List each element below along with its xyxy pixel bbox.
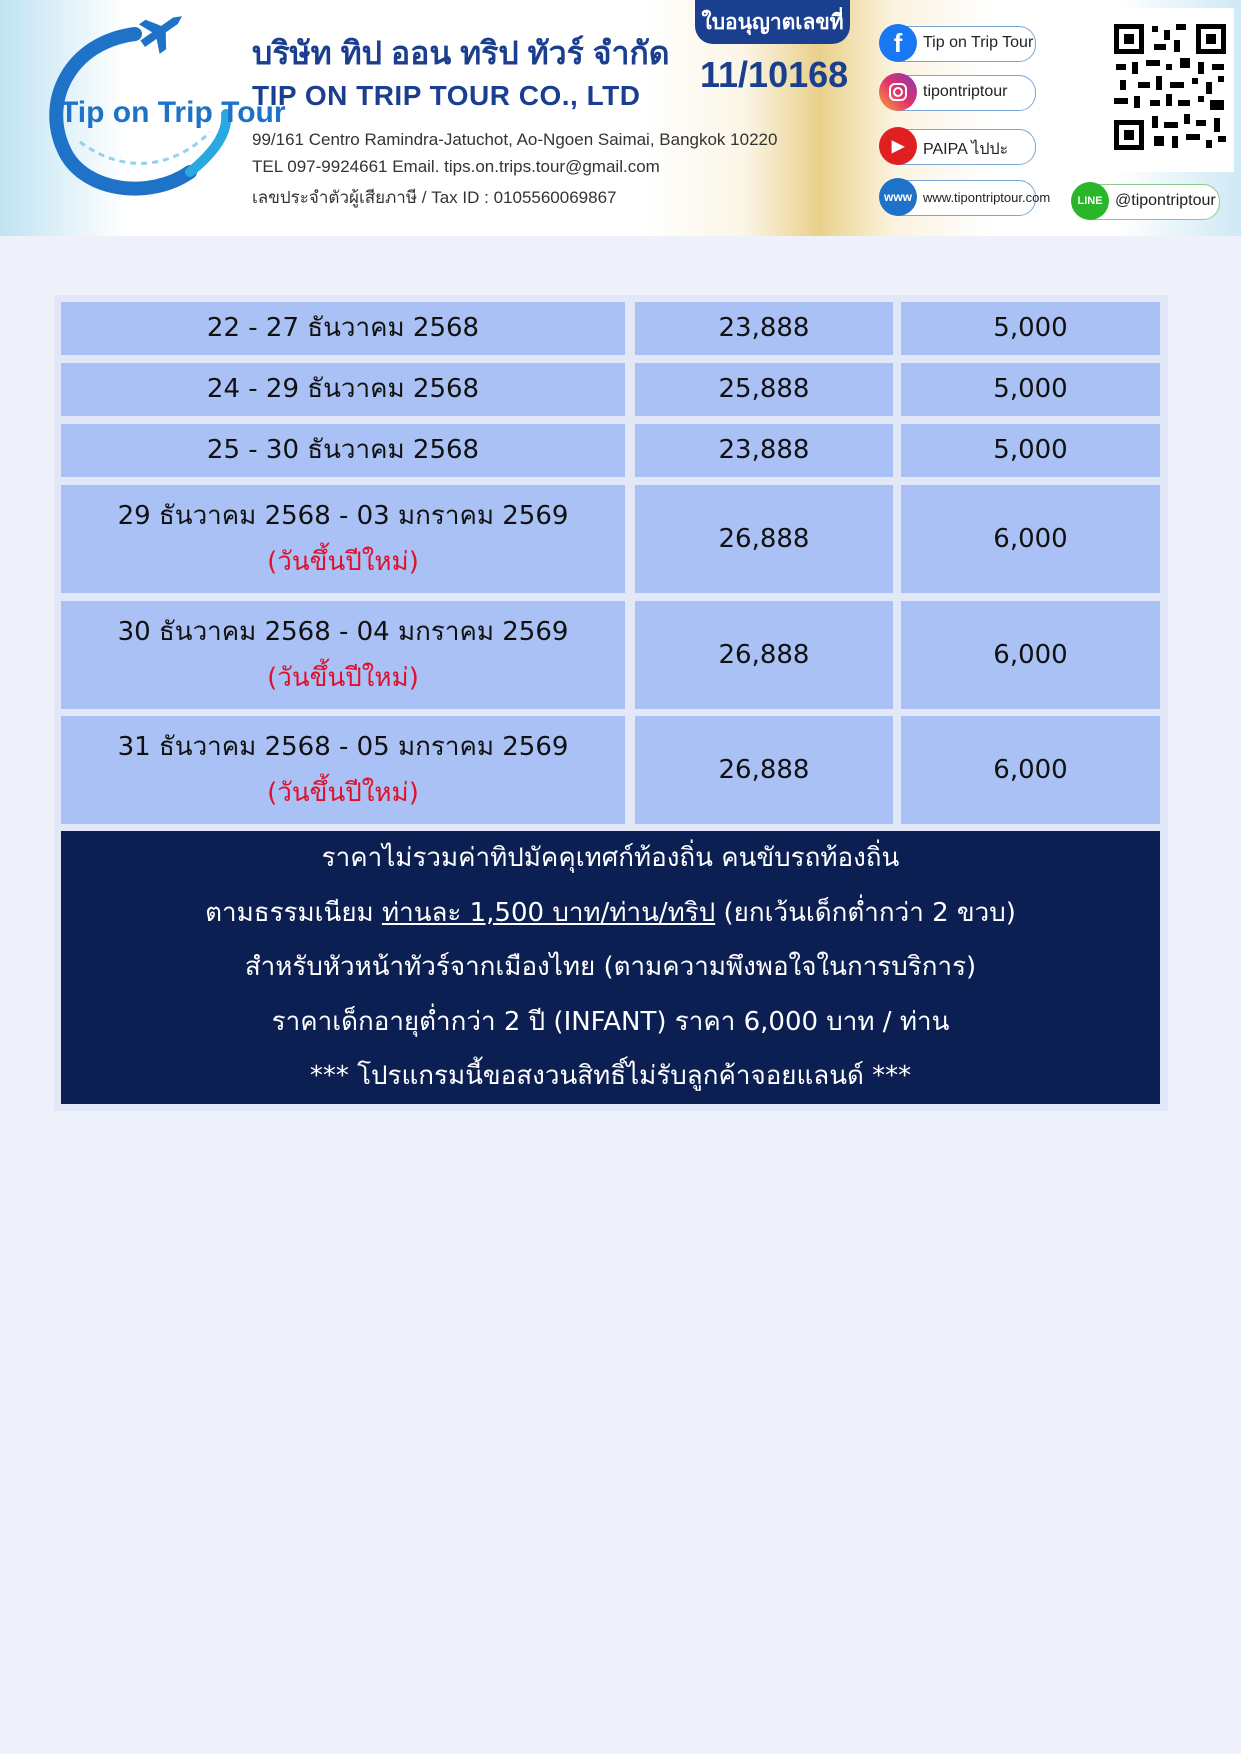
price-cell [635, 363, 893, 416]
date-cell [61, 601, 625, 709]
date-range: 25 - 30 ธันวาคม 2568 [206, 435, 480, 466]
note-line: ตามธรรมเนียม ท่านละ 1,500 บาท/ท่าน/ทริป (ยกเว้นเด็กต่ำกว่า 2 ขวบ) [205, 897, 1016, 928]
date-range: 30 ธันวาคม 2568 - 04 มกราคม 2569 [117, 616, 569, 647]
company-tax-id: เลขประจำตัวผู้เสียภาษี / Tax ID : 0105560069867 [252, 188, 617, 207]
single-supplement: 5,000 [993, 435, 1068, 466]
youtube-icon: ▶ [879, 127, 917, 165]
license-label: ใบอนุญาตเลขที่ [695, 0, 850, 44]
company-address: 99/161 Centro Ramindra-Jatuchot, Ao-Ngoen Saimai, Bangkok 10220 [252, 130, 778, 149]
price-cell [635, 424, 893, 477]
tip-amount: ท่านละ 1,500 บาท/ท่าน/ทริป [381, 897, 716, 928]
qr-code [1106, 8, 1234, 172]
license-number: 11/10168 [700, 54, 849, 95]
note-line: *** โปรแกรมนี้ขอสงวนสิทธิ์ไม่รับลูกค้าจอยแลนด์ *** [309, 1061, 912, 1092]
new-year-note: (วันขึ้นปีใหม่) [267, 547, 419, 577]
price-cell [635, 485, 893, 593]
company-name-english: TIP ON TRIP TOUR CO., LTD [252, 80, 641, 111]
single-supplement: 5,000 [993, 374, 1068, 405]
line-label: @tipontriptour [1115, 192, 1216, 209]
date-cell [61, 363, 625, 416]
date-cell [61, 716, 625, 824]
date-range: 22 - 27 ธันวาคม 2568 [206, 313, 480, 344]
facebook-label: Tip on Trip Tour [923, 34, 1034, 51]
note-line: สำหรับหัวหน้าทัวร์จากเมืองไทย (ตามความพึงพอใจในการบริการ) [244, 952, 977, 983]
adult-price: 23,888 [718, 435, 810, 466]
date-range: 24 - 29 ธันวาคม 2568 [206, 374, 480, 405]
adult-price: 26,888 [718, 754, 810, 785]
single-cell [901, 363, 1160, 416]
line-icon: LINE [1071, 182, 1109, 220]
facebook-icon: f [879, 24, 917, 62]
instagram-link[interactable] [882, 75, 1036, 111]
date-cell [61, 485, 625, 593]
single-cell [901, 601, 1160, 709]
price-notes [61, 831, 1160, 1104]
new-year-note: (วันขึ้นปีใหม่) [267, 663, 419, 693]
price-cell [635, 302, 893, 355]
youtube-link[interactable] [882, 129, 1036, 165]
new-year-note: (วันขึ้นปีใหม่) [267, 778, 419, 808]
single-supplement: 5,000 [993, 313, 1068, 344]
website-link[interactable] [882, 180, 1051, 216]
adult-price: 26,888 [718, 639, 810, 670]
price-cell [635, 716, 893, 824]
company-name-thai: บริษัท ทิป ออน ทริป ทัวร์ จำกัด [252, 35, 670, 71]
company-logo [40, 22, 286, 212]
website-label: www.tipontriptour.com [923, 190, 1051, 205]
price-table [54, 295, 1168, 1111]
single-cell [901, 302, 1160, 355]
youtube-label: PAIPA ไปปะ [923, 141, 1009, 158]
single-cell [901, 716, 1160, 824]
single-supplement: 6,000 [993, 754, 1068, 785]
adult-price: 26,888 [718, 523, 810, 554]
facebook-link[interactable] [882, 26, 1036, 62]
instagram-label: tipontriptour [923, 83, 1008, 100]
letterhead-header [0, 0, 1241, 236]
airplane-icon [132, 1, 192, 58]
single-cell [901, 485, 1160, 593]
note-line: ราคาเด็กอายุต่ำกว่า 2 ปี (INFANT) ราคา 6,000 บาท / ท่าน [271, 1006, 950, 1037]
date-range: 31 ธันวาคม 2568 - 05 มกราคม 2569 [117, 731, 569, 762]
line-link[interactable] [1074, 184, 1220, 220]
adult-price: 25,888 [718, 374, 810, 405]
company-contact: TEL 097-9924661 Email. tips.on.trips.tour@gmail.com [252, 157, 660, 176]
adult-price: 23,888 [718, 313, 810, 344]
single-supplement: 6,000 [993, 639, 1068, 670]
single-cell [901, 424, 1160, 477]
instagram-icon [879, 73, 917, 111]
price-cell [635, 601, 893, 709]
globe-icon: www [879, 178, 917, 216]
date-cell [61, 302, 625, 355]
date-cell [61, 424, 625, 477]
svg-text:Tip on Trip Tour: Tip on Trip Tour [60, 96, 286, 129]
date-range: 29 ธันวาคม 2568 - 03 มกราคม 2569 [117, 500, 569, 531]
single-supplement: 6,000 [993, 523, 1068, 554]
note-line: ราคาไม่รวมค่าทิปมัคคุเทศก์ท้องถิ่น คนขับรถท้องถิ่น [321, 843, 900, 874]
